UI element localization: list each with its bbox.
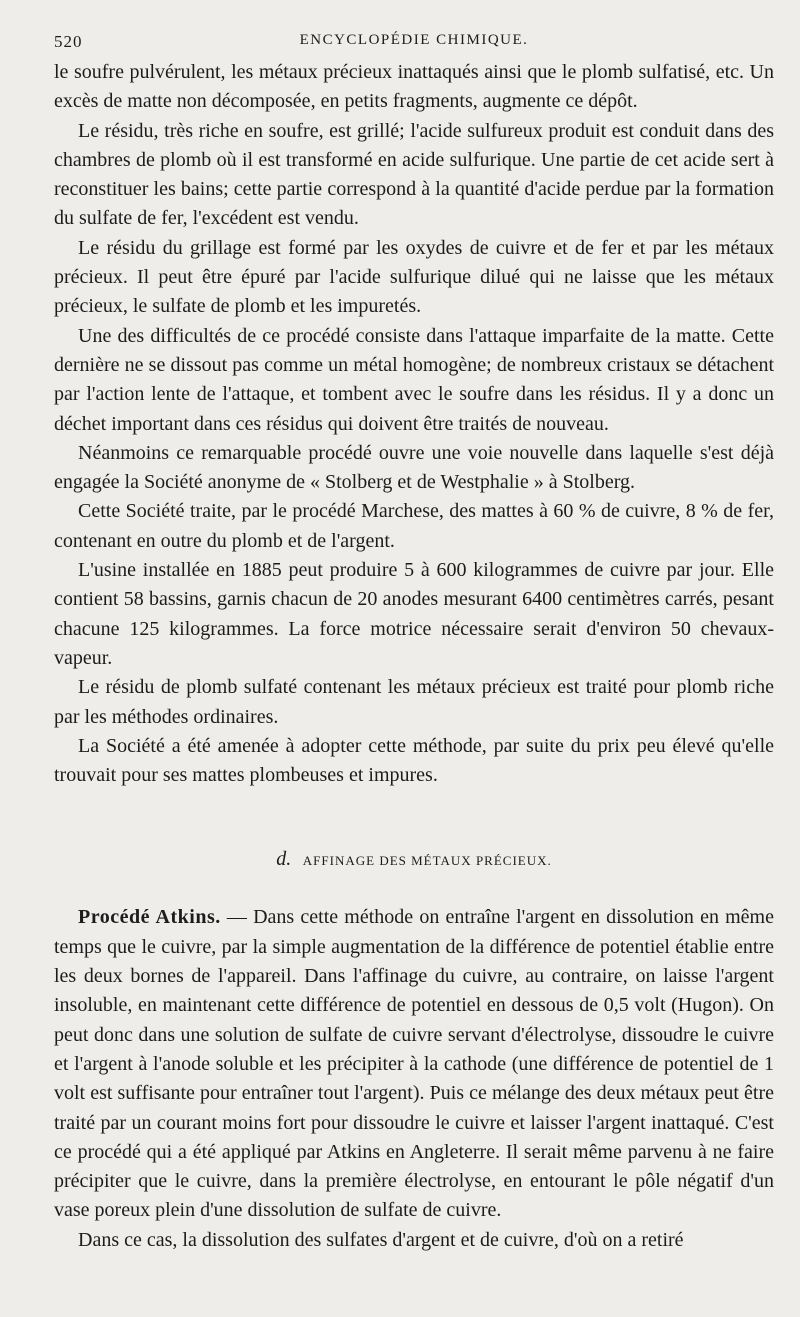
paragraph: Cette Société traite, par le procédé Marchese, des mattes à 60 % de cuivre, 8 % de fer, contenant en outre du plomb et de l'argent. — [54, 500, 774, 552]
paragraph-atkins — [54, 903, 774, 1225]
paragraph: La Société a été amenée à adopter cette méthode, par suite du prix peu élevé qu'elle trouvait pour ses mattes plombeuses et impures. — [54, 734, 774, 787]
page-header — [54, 28, 774, 58]
paragraph: L'usine installée en 1885 peut produire 5 à 600 kilogrammes de cuivre par jour. Elle contient 58 bassins, garnis chacun de 20 anodes mesurant 6400 centimètres carrés, pesant chacune 125 kilogrammes. La force motrice nécessaire serait d'environ 50 chevaux-vapeur. — [54, 559, 774, 669]
paragraph: Une des difficultés de ce procédé consiste dans l'attaque imparfaite de la matte. Cette dernière ne se dissout pas comme un métal homogène; de nombreux cristaux se détachent par l'action lente de l'attaque, et tombent avec le soufre dans les résidus. Il y a donc un déchet important dans ces résidus qui doivent être traités de nouveau. — [54, 324, 774, 435]
paragraph: Le résidu du grillage est formé par les oxydes de cuivre et de fer et par les métaux précieux. Il peut être épuré par l'acide sulfurique dilué qui ne laisse que les métaux précieux, le sulfate de plomb et les impuretés. — [54, 236, 774, 318]
section-heading — [54, 848, 774, 871]
run-in-heading: Procédé Atkins. — [78, 906, 221, 929]
running-head: ENCYCLOPÉDIE CHIMIQUE. — [299, 32, 529, 48]
paragraph-atkins-text: — Dans cette méthode on entraîne l'argent en dissolution en même temps que le cuivre, par la simple augmentation de la différence de potentiel établie entre les deux bornes de l'appareil. Dans l'affinage du cuivre, au contraire, on laisse l'argent insoluble, en maintenant cette différence de potentiel en dessous de 0,5 volt (Hugon). On peut donc dans une solution de sulfate de cuivre servant d'électrolyse, dissoudre le cuivre et l'argent à l'anode soluble et les précipiter à la cathode (une différence de potentiel de 1 volt est suffisante pour entraîner tout l'argent). Puis ce mélange des deux métaux peut être traité par un courant moins fort pour dissoudre le cuivre et laisser l'argent inattaqué. C'est ce procédé qui a été appliqué par Atkins en Angleterre. Il serait même parvenu à ne faire précipiter que le cuivre, dans la première électrolyse, en entourant le pôle négatif d'un vase poreux plein d'une dissolution de sulfate de cuivre. — [54, 906, 774, 1222]
paragraph: Le résidu de plomb sulfaté contenant les métaux précieux est traité pour plomb riche par les méthodes ordinaires. — [54, 676, 774, 728]
section-title: AFFINAGE DES MÉTAUX PRÉCIEUX. — [302, 853, 552, 869]
paragraph-continued: le soufre pulvérulent, les métaux précieux inattaqués ainsi que le plomb sulfatisé, etc. Un excès de matte non décomposée, en petits fragments, augmente ce dépôt. — [54, 61, 774, 113]
paragraph: Le résidu, très riche en soufre, est grillé; l'acide sulfureux produit est conduit dans des chambres de plomb où il est transformé en acide sulfurique. Une partie de cet acide sert à reconstituer les bains; cette partie correspond à la quantité d'acide perdue par la formation du sulfate de fer, l'excédent est vendu. — [54, 119, 774, 230]
body-text — [54, 58, 774, 1255]
page-number: 520 — [54, 32, 83, 51]
paragraph: Néanmoins ce remarquable procédé ouvre une voie nouvelle dans laquelle s'est déjà engagée la Société anonyme de « Stolberg et de Westphalie » à Stolberg. — [54, 441, 774, 494]
section-letter: d. — [276, 848, 292, 871]
paragraph-last: Dans ce cas, la dissolution des sulfates d'argent et de cuivre, d'où on a retiré — [78, 1228, 684, 1251]
